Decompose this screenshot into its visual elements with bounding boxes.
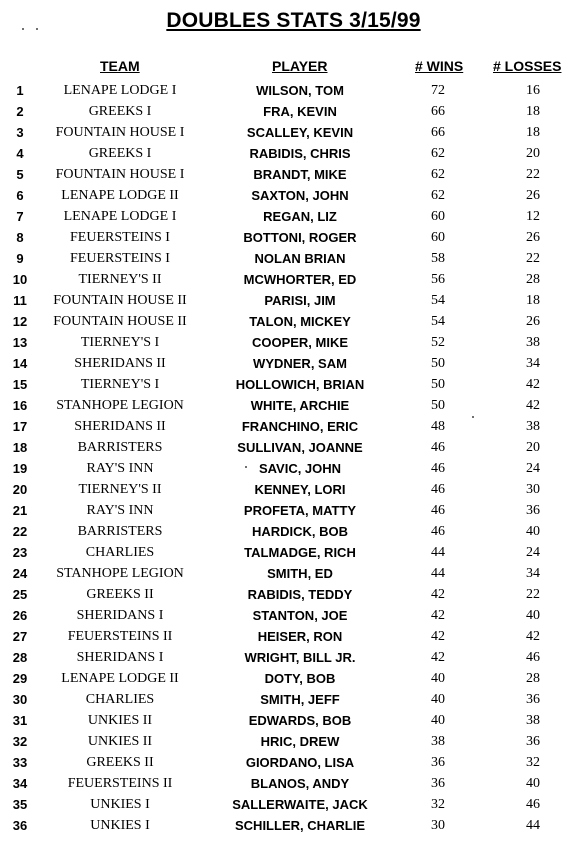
wins-cell: 62 (431, 146, 445, 161)
rank-cell: 22 (12, 524, 28, 539)
wins-cell: 36 (431, 776, 445, 791)
player-cell: RABIDIS, TEDDY (247, 587, 353, 602)
losses-cell: 22 (526, 251, 540, 266)
player-cell: REGAN, LIZ (263, 209, 337, 224)
player-cell: HEISER, RON (257, 629, 343, 644)
losses-cell: 38 (526, 335, 540, 350)
team-cell: UNKIES I (90, 797, 150, 812)
rank-cell: 9 (16, 251, 24, 266)
scan-speck (36, 28, 38, 30)
losses-cell: 46 (526, 797, 540, 812)
wins-column-header: # WINS (415, 58, 464, 74)
losses-cell: 36 (526, 503, 540, 518)
team-cell: TIERNEY'S I (80, 377, 160, 392)
wins-cell: 50 (431, 356, 445, 371)
team-cell: SHERIDANS II (74, 419, 166, 434)
losses-cell: 42 (526, 377, 540, 392)
rank-cell: 17 (12, 419, 28, 434)
rank-cell: 1 (16, 83, 24, 98)
player-cell: SCHILLER, CHARLIE (235, 818, 365, 833)
table-row (0, 269, 587, 290)
losses-cell: 42 (526, 629, 540, 644)
team-cell: LENAPE LODGE II (61, 188, 179, 203)
table-row (0, 332, 587, 353)
team-cell: STANHOPE LEGION (56, 398, 184, 413)
rank-cell: 33 (12, 755, 28, 770)
table-row (0, 227, 587, 248)
team-cell: SHERIDANS I (76, 650, 164, 665)
losses-cell: 16 (526, 83, 540, 98)
player-cell: MCWHORTER, ED (243, 272, 357, 287)
team-cell: FOUNTAIN HOUSE I (55, 125, 185, 140)
losses-cell: 18 (526, 125, 540, 140)
wins-cell: 50 (431, 398, 445, 413)
losses-cell: 34 (526, 356, 540, 371)
rank-cell: 31 (12, 713, 28, 728)
table-row (0, 248, 587, 269)
table-row (0, 500, 587, 521)
rank-cell: 28 (12, 650, 28, 665)
losses-cell: 46 (526, 650, 540, 665)
wins-cell: 32 (431, 797, 445, 812)
player-cell: FRA, KEVIN (263, 104, 337, 119)
player-cell: PARISI, JIM (264, 293, 336, 308)
player-cell: HRIC, DREW (260, 734, 340, 749)
losses-cell: 38 (526, 713, 540, 728)
rank-cell: 8 (16, 230, 24, 245)
team-cell: STANHOPE LEGION (56, 566, 184, 581)
team-cell: LENAPE LODGE I (63, 83, 177, 98)
losses-cell: 18 (526, 104, 540, 119)
table-row (0, 773, 587, 794)
team-cell: GREEKS II (86, 755, 154, 770)
rank-cell: 29 (12, 671, 28, 686)
losses-cell: 34 (526, 566, 540, 581)
team-cell: FEUERSTEINS I (70, 251, 170, 266)
wins-cell: 58 (431, 251, 445, 266)
player-cell: GIORDANO, LISA (245, 755, 355, 770)
wins-cell: 40 (431, 671, 445, 686)
team-cell: RAY'S INN (86, 503, 154, 518)
team-cell: CHARLIES (85, 545, 155, 560)
wins-cell: 54 (431, 314, 445, 329)
losses-cell: 26 (526, 188, 540, 203)
wins-cell: 52 (431, 335, 445, 350)
table-row (0, 143, 587, 164)
losses-cell: 24 (526, 461, 540, 476)
wins-cell: 46 (431, 440, 445, 455)
losses-cell: 30 (526, 482, 540, 497)
team-cell: FOUNTAIN HOUSE II (53, 314, 187, 329)
table-row (0, 458, 587, 479)
player-cell: SALLERWAITE, JACK (232, 797, 368, 812)
player-cell: BRANDT, MIKE (253, 167, 347, 182)
wins-cell: 50 (431, 377, 445, 392)
losses-column-header: # LOSSES (493, 58, 562, 74)
losses-cell: 28 (526, 671, 540, 686)
player-cell: SCALLEY, KEVIN (246, 125, 354, 140)
wins-cell: 36 (431, 755, 445, 770)
team-cell: CHARLIES (85, 692, 155, 707)
table-row (0, 668, 587, 689)
wins-cell: 62 (431, 188, 445, 203)
losses-cell: 40 (526, 608, 540, 623)
team-cell: TIERNEY'S II (78, 272, 162, 287)
player-cell: WYDNER, SAM (253, 356, 347, 371)
player-cell: PROFETA, MATTY (243, 503, 357, 518)
player-cell: RABIDIS, CHRIS (249, 146, 351, 161)
wins-cell: 42 (431, 650, 445, 665)
rank-cell: 15 (12, 377, 28, 392)
rank-cell: 10 (12, 272, 28, 287)
wins-cell: 66 (431, 125, 445, 140)
table-row (0, 794, 587, 815)
player-cell: EDWARDS, BOB (248, 713, 352, 728)
wins-cell: 56 (431, 272, 445, 287)
table-row (0, 731, 587, 752)
wins-cell: 42 (431, 587, 445, 602)
team-cell: LENAPE LODGE II (61, 671, 179, 686)
wins-cell: 54 (431, 293, 445, 308)
losses-cell: 22 (526, 587, 540, 602)
rank-cell: 2 (16, 104, 24, 119)
rank-cell: 7 (16, 209, 24, 224)
rank-cell: 13 (12, 335, 28, 350)
scan-speck (245, 466, 247, 468)
stats-table (0, 80, 587, 836)
rank-cell: 5 (16, 167, 24, 182)
rank-cell: 20 (12, 482, 28, 497)
player-cell: NOLAN BRIAN (254, 251, 346, 266)
losses-cell: 32 (526, 755, 540, 770)
table-row (0, 164, 587, 185)
column-headers (0, 58, 587, 78)
losses-cell: 28 (526, 272, 540, 287)
rank-cell: 18 (12, 440, 28, 455)
table-row (0, 80, 587, 101)
team-cell: TIERNEY'S II (78, 482, 162, 497)
table-row (0, 395, 587, 416)
team-cell: BARRISTERS (77, 524, 163, 539)
player-cell: SAVIC, JOHN (258, 461, 342, 476)
page-title: DOUBLES STATS 3/15/99 (166, 9, 421, 32)
wins-cell: 60 (431, 230, 445, 245)
rank-cell: 36 (12, 818, 28, 833)
team-cell: FEUERSTEINS I (70, 230, 170, 245)
wins-cell: 72 (431, 83, 445, 98)
player-cell: BOTTONI, ROGER (243, 230, 357, 245)
player-cell: WILSON, TOM (256, 83, 344, 98)
table-row (0, 626, 587, 647)
wins-cell: 42 (431, 629, 445, 644)
losses-cell: 20 (526, 440, 540, 455)
table-row (0, 563, 587, 584)
table-row (0, 290, 587, 311)
player-cell: WRIGHT, BILL JR. (244, 650, 356, 665)
table-row (0, 521, 587, 542)
rank-cell: 12 (12, 314, 28, 329)
player-cell: DOTY, BOB (264, 671, 336, 686)
team-cell: SHERIDANS I (76, 608, 164, 623)
losses-cell: 22 (526, 167, 540, 182)
team-cell: UNKIES II (87, 734, 153, 749)
rank-cell: 14 (12, 356, 28, 371)
player-cell: SULLIVAN, JOANNE (237, 440, 363, 455)
rank-cell: 19 (12, 461, 28, 476)
team-cell: FEUERSTEINS II (67, 629, 173, 644)
table-row (0, 311, 587, 332)
table-row (0, 647, 587, 668)
rank-cell: 34 (12, 776, 28, 791)
losses-cell: 12 (526, 209, 540, 224)
rank-cell: 24 (12, 566, 28, 581)
rank-cell: 21 (12, 503, 28, 518)
player-cell: WHITE, ARCHIE (250, 398, 350, 413)
team-cell: GREEKS I (88, 104, 152, 119)
table-row (0, 584, 587, 605)
team-cell: LENAPE LODGE I (63, 209, 177, 224)
player-cell: KENNEY, LORI (254, 482, 346, 497)
wins-cell: 40 (431, 692, 445, 707)
wins-cell: 44 (431, 566, 445, 581)
wins-cell: 66 (431, 104, 445, 119)
losses-cell: 40 (526, 524, 540, 539)
wins-cell: 48 (431, 419, 445, 434)
player-cell: COOPER, MIKE (251, 335, 349, 350)
wins-cell: 46 (431, 461, 445, 476)
table-row (0, 416, 587, 437)
table-row (0, 752, 587, 773)
wins-cell: 62 (431, 167, 445, 182)
losses-cell: 26 (526, 230, 540, 245)
team-cell: FOUNTAIN HOUSE I (55, 167, 185, 182)
wins-cell: 44 (431, 545, 445, 560)
team-cell: FEUERSTEINS II (67, 776, 173, 791)
player-cell: BLANOS, ANDY (250, 776, 350, 791)
losses-cell: 36 (526, 692, 540, 707)
rank-cell: 11 (13, 293, 27, 308)
table-row (0, 101, 587, 122)
losses-cell: 42 (526, 398, 540, 413)
rank-cell: 32 (12, 734, 28, 749)
rank-cell: 30 (12, 692, 28, 707)
team-cell: GREEKS I (88, 146, 152, 161)
player-cell: TALMADGE, RICH (244, 545, 356, 560)
wins-cell: 60 (431, 209, 445, 224)
table-row (0, 374, 587, 395)
team-cell: BARRISTERS (77, 440, 163, 455)
losses-cell: 44 (526, 818, 540, 833)
player-column-header: PLAYER (272, 58, 328, 74)
wins-cell: 40 (431, 713, 445, 728)
table-row (0, 479, 587, 500)
scan-speck (22, 28, 24, 30)
team-cell: TIERNEY'S I (80, 335, 160, 350)
table-row (0, 710, 587, 731)
wins-cell: 46 (431, 524, 445, 539)
team-cell: GREEKS II (86, 587, 154, 602)
team-cell: SHERIDANS II (74, 356, 166, 371)
wins-cell: 38 (431, 734, 445, 749)
scan-speck (472, 416, 474, 418)
player-cell: SMITH, ED (267, 566, 333, 581)
table-row (0, 353, 587, 374)
table-row (0, 437, 587, 458)
player-cell: STANTON, JOE (252, 608, 348, 623)
player-cell: SMITH, JEFF (260, 692, 340, 707)
table-row (0, 815, 587, 836)
team-cell: RAY'S INN (86, 461, 154, 476)
table-row (0, 689, 587, 710)
player-cell: HOLLOWICH, BRIAN (235, 377, 365, 392)
table-row (0, 605, 587, 626)
player-cell: SAXTON, JOHN (251, 188, 349, 203)
wins-cell: 46 (431, 482, 445, 497)
losses-cell: 26 (526, 314, 540, 329)
table-row (0, 185, 587, 206)
team-cell: FOUNTAIN HOUSE II (53, 293, 187, 308)
losses-cell: 24 (526, 545, 540, 560)
team-cell: UNKIES II (87, 713, 153, 728)
wins-cell: 42 (431, 608, 445, 623)
rank-cell: 6 (16, 188, 24, 203)
rank-cell: 4 (16, 146, 24, 161)
losses-cell: 38 (526, 419, 540, 434)
rank-cell: 25 (12, 587, 28, 602)
table-row (0, 122, 587, 143)
rank-cell: 23 (12, 545, 28, 560)
team-column-header: TEAM (100, 58, 140, 74)
table-row (0, 206, 587, 227)
player-cell: FRANCHINO, ERIC (241, 419, 359, 434)
rank-cell: 3 (16, 125, 24, 140)
player-cell: HARDICK, BOB (251, 524, 349, 539)
losses-cell: 20 (526, 146, 540, 161)
wins-cell: 30 (431, 818, 445, 833)
player-cell: TALON, MICKEY (249, 314, 351, 329)
losses-cell: 36 (526, 734, 540, 749)
losses-cell: 18 (526, 293, 540, 308)
rank-cell: 35 (12, 797, 28, 812)
table-row (0, 542, 587, 563)
rank-cell: 27 (12, 629, 28, 644)
wins-cell: 46 (431, 503, 445, 518)
team-cell: UNKIES I (90, 818, 150, 833)
rank-cell: 16 (12, 398, 28, 413)
losses-cell: 40 (526, 776, 540, 791)
rank-cell: 26 (12, 608, 28, 623)
